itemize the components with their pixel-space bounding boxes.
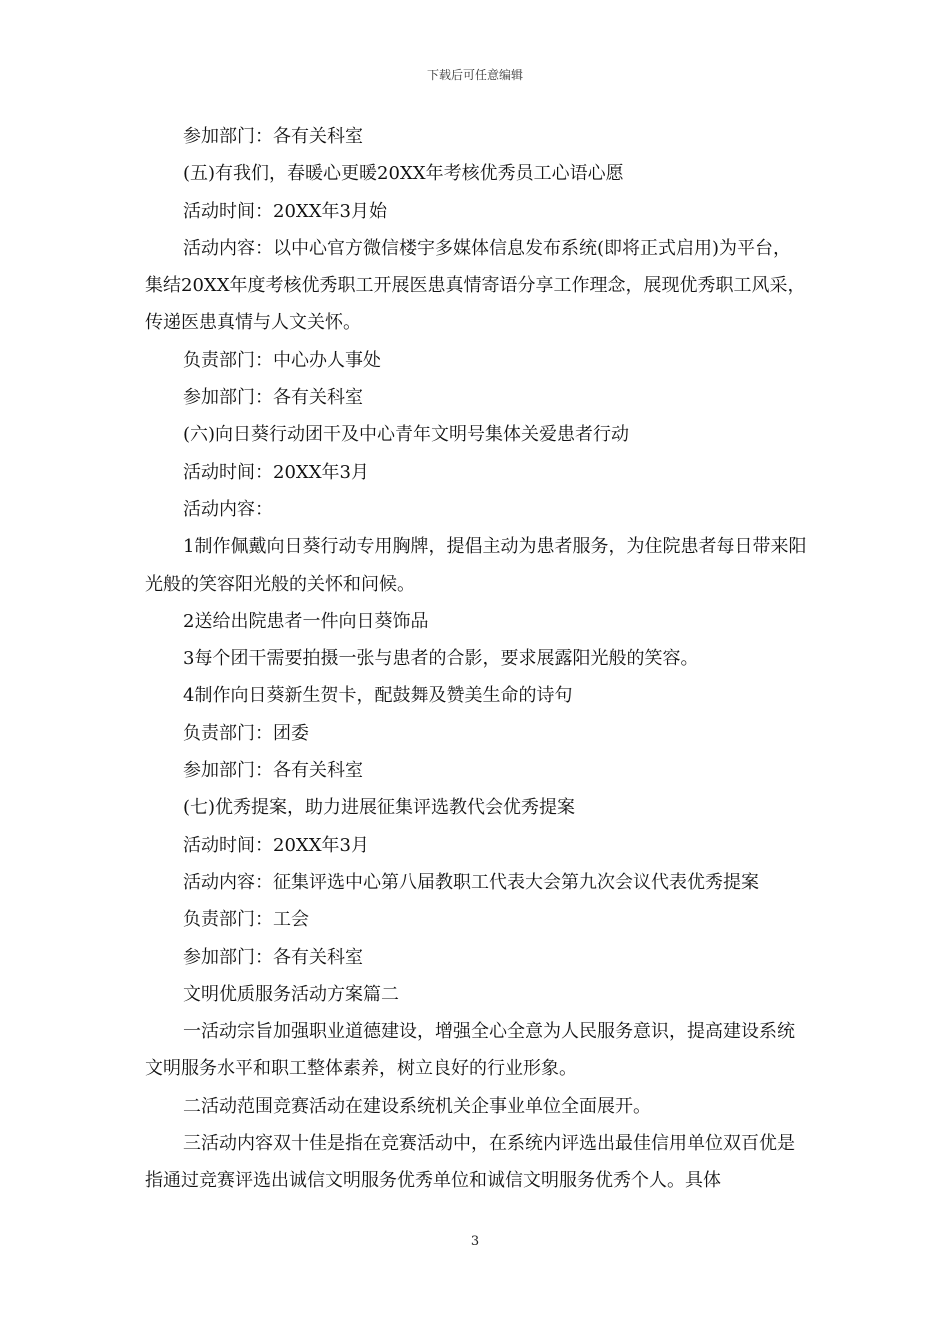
- paragraph: 活动时间：20XX年3月: [183, 834, 369, 856]
- section-heading: 文明优质服务活动方案篇二: [183, 983, 399, 1005]
- paragraph: 参加部门：各有关科室: [183, 760, 363, 782]
- paragraph: 负责部门：中心办人事处: [183, 349, 381, 371]
- paragraph: 活动时间：20XX年3月: [183, 461, 369, 483]
- paragraph: 参加部门：各有关科室: [183, 946, 363, 968]
- paragraph: 负责部门：工会: [183, 909, 309, 931]
- section-heading: (五)有我们，春暖心更暖20XX年考核优秀员工心语心愿: [183, 163, 624, 185]
- document-body: [145, 118, 807, 1200]
- paragraph: 活动时间：20XX年3月始: [183, 200, 387, 222]
- section-heading: (七)优秀提案，助力进展征集评选教代会优秀提案: [183, 797, 576, 819]
- paragraph: 活动内容：征集评选中心第八届教职工代表大会第九次会议代表优秀提案: [183, 871, 759, 893]
- paragraph: 参加部门：各有关科室: [183, 126, 363, 147]
- paragraph: 参加部门：各有关科室: [183, 387, 363, 409]
- list-item: 4制作向日葵新生贺卡，配鼓舞及赞美生命的诗句: [183, 685, 573, 707]
- page-header: 下载后可任意编辑: [426, 68, 523, 82]
- section-heading: (六)向日葵行动团干及中心青年文明号集体关爱患者行动: [183, 424, 630, 446]
- list-item: 3每个团干需要拍摄一张与患者的合影，要求展露阳光般的笑容。: [183, 648, 699, 670]
- list-item: 2送给出院患者一件向日葵饰品: [183, 610, 429, 632]
- paragraph: 活动内容：以中心官方微信楼宇多媒体信息发布系统(即将正式启用)为平台，集结20XX年度考核优秀职工开展医患真情寄语分享工作理念，展现优秀职工风采，传递医患真情与人文关怀。: [145, 237, 806, 334]
- paragraph: 三活动内容双十佳是指在竞赛活动中，在系统内评选出最佳信用单位双百优是指通过竞赛评选出诚信文明服务优秀单位和诚信文明服务优秀个人。具体: [145, 1133, 795, 1192]
- paragraph: 负责部门：团委: [183, 722, 309, 744]
- paragraph: 活动内容：: [183, 498, 273, 520]
- list-item: 1制作佩戴向日葵行动专用胸牌，提倡主动为患者服务，为住院患者每日带来阳光般的笑容阳光般的关怀和问候。: [145, 536, 807, 595]
- page-number: 3: [470, 1234, 480, 1249]
- paragraph: 一活动宗旨加强职业道德建设，增强全心全意为人民服务意识，提高建设系统文明服务水平和职工整体素养，树立良好的行业形象。: [145, 1021, 795, 1080]
- paragraph: 二活动范围竞赛活动在建设系统机关企事业单位全面展开。: [183, 1095, 651, 1117]
